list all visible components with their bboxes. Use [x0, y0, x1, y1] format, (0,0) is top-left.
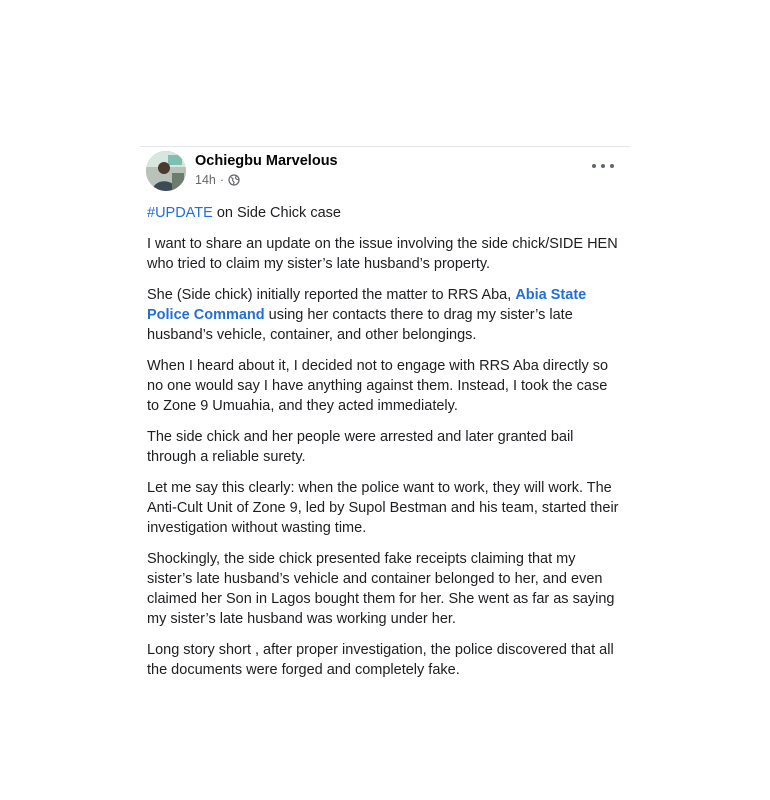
title-text: on Side Chick case	[212, 205, 341, 221]
globe-icon[interactable]	[228, 174, 240, 186]
more-dot	[592, 164, 596, 168]
more-dot	[610, 164, 614, 168]
post-header	[140, 147, 630, 203]
hashtag-link[interactable]: #UPDATE	[147, 205, 213, 221]
paragraph-2-before: She (Side chick) initially reported the matter to RRS Aba,	[147, 287, 516, 303]
paragraph-2-after: using her contacts there to drag my sister’s late husband’s vehicle, container, and other belongings.	[147, 307, 573, 343]
meta-separator: ·	[219, 173, 225, 187]
paragraph-6: Shockingly, the side chick presented fake receipts claiming that my sister’s late husband’s vehicle and container belonged to her, and even claimed her Son in Lagos bought them for her. She went as far as saying my sister’s late husband was working under her.	[147, 551, 615, 627]
post-time[interactable]: 14h	[195, 173, 216, 187]
mention-link[interactable]: Abia State Police Command	[147, 287, 587, 323]
post-title-line	[147, 203, 622, 223]
paragraph-3: When I heard about it, I decided not to engage with RRS Aba directly so no one would say I have anything against them. Instead, I took the case to Zone 9 Umuahia, and they acted immediately.	[147, 358, 609, 414]
paragraph-5: Let me say this clearly: when the police want to work, they will work. The Anti-Cult Unit of Zone 9, led by Supol Bestman and his team, started their investigation without wasting time.	[147, 480, 619, 536]
more-dot	[601, 164, 605, 168]
avatar[interactable]	[146, 151, 186, 191]
post-body	[140, 203, 630, 680]
more-options-icon[interactable]	[592, 159, 614, 173]
paragraph-1: I want to share an update on the issue involving the side chick/SIDE HEN who tried to claim my sister’s late husband’s property.	[147, 236, 618, 272]
facebook-post	[140, 146, 630, 691]
paragraph-7: Long story short , after proper investigation, the police discovered that all the documents were forged and completely fake.	[147, 642, 614, 678]
paragraph-2	[147, 285, 622, 345]
paragraph-4: The side chick and her people were arrested and later granted bail through a reliable surety.	[147, 429, 574, 465]
post-meta	[195, 173, 240, 187]
avatar-image	[146, 151, 186, 191]
author-name[interactable]: Ochiegbu Marvelous	[195, 153, 338, 169]
